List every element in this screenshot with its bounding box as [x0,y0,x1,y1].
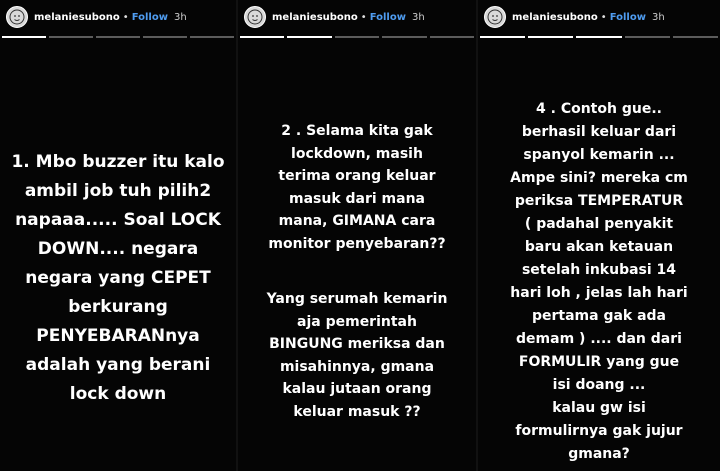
avatar-face-icon [487,9,503,25]
story-text-part-2: Yang serumah kemarin aja pemerintah BINGUNG meriksa dan misahinnya, gmana kalau jutaan orang keluar masuk ?? [266,291,448,420]
progress-segment [625,36,670,38]
avatar[interactable] [484,6,506,28]
story-header [0,0,236,34]
story-text: 4 . Contoh gue.. berhasil keluar dari spanyol kemarin ... Ampe sini? mereka cm periksa TEMPERATUR ( padahal penyakit baru akan ketauan setelah inkubasi 14 hari loh , jelas lah hari pertama gak ada demam ) .... dan dari FORMULIR yang gue isi doang ... kalau gw isi formulirnya gak jujur gmana? [510,101,688,462]
progress-segment [430,36,474,38]
separator-dot: • [360,11,367,23]
timestamp: 3h [651,11,665,23]
progress-segment [49,36,93,38]
avatar[interactable] [244,6,266,28]
story-panel-1[interactable] [0,0,236,471]
progress-segment [287,36,331,38]
progress-segment [190,36,234,38]
progress-segment [2,36,46,38]
avatar[interactable] [6,6,28,28]
story-text-part-1: 2 . Selama kita gak lockdown, masih terima orang keluar masuk dari mana mana, GIMANA cara monitor penyebaran?? [268,123,446,252]
story-panel-2[interactable] [238,0,476,471]
follow-button[interactable]: Follow [369,11,406,23]
story-panel-3[interactable] [478,0,720,471]
story-header [478,0,720,34]
progress-segment [240,36,284,38]
progress-segment [576,36,621,38]
story-progress-bar [2,36,234,38]
story-header [238,0,476,34]
progress-segment [335,36,379,38]
story-text: 1. Mbo buzzer itu kalo ambil job tuh pilih2 napaaa..... Soal LOCK DOWN.... negara negara yang CEPET berkurang PENYEBARANnya adalah yang berani lock down [11,152,225,404]
progress-segment [382,36,426,38]
progress-segment [143,36,187,38]
story-progress-bar [240,36,474,38]
username[interactable]: melaniesubono [34,11,120,23]
follow-button[interactable]: Follow [131,11,168,23]
progress-segment [480,36,525,38]
follow-button[interactable]: Follow [609,11,646,23]
progress-segment [528,36,573,38]
story-progress-bar [480,36,718,38]
avatar-face-icon [9,9,25,25]
separator-dot: • [600,11,607,23]
username[interactable]: melaniesubono [512,11,598,23]
username[interactable]: melaniesubono [272,11,358,23]
timestamp: 3h [173,11,187,23]
separator-dot: • [122,11,129,23]
progress-segment [673,36,718,38]
timestamp: 3h [411,11,425,23]
avatar-face-icon [247,9,263,25]
progress-segment [96,36,140,38]
